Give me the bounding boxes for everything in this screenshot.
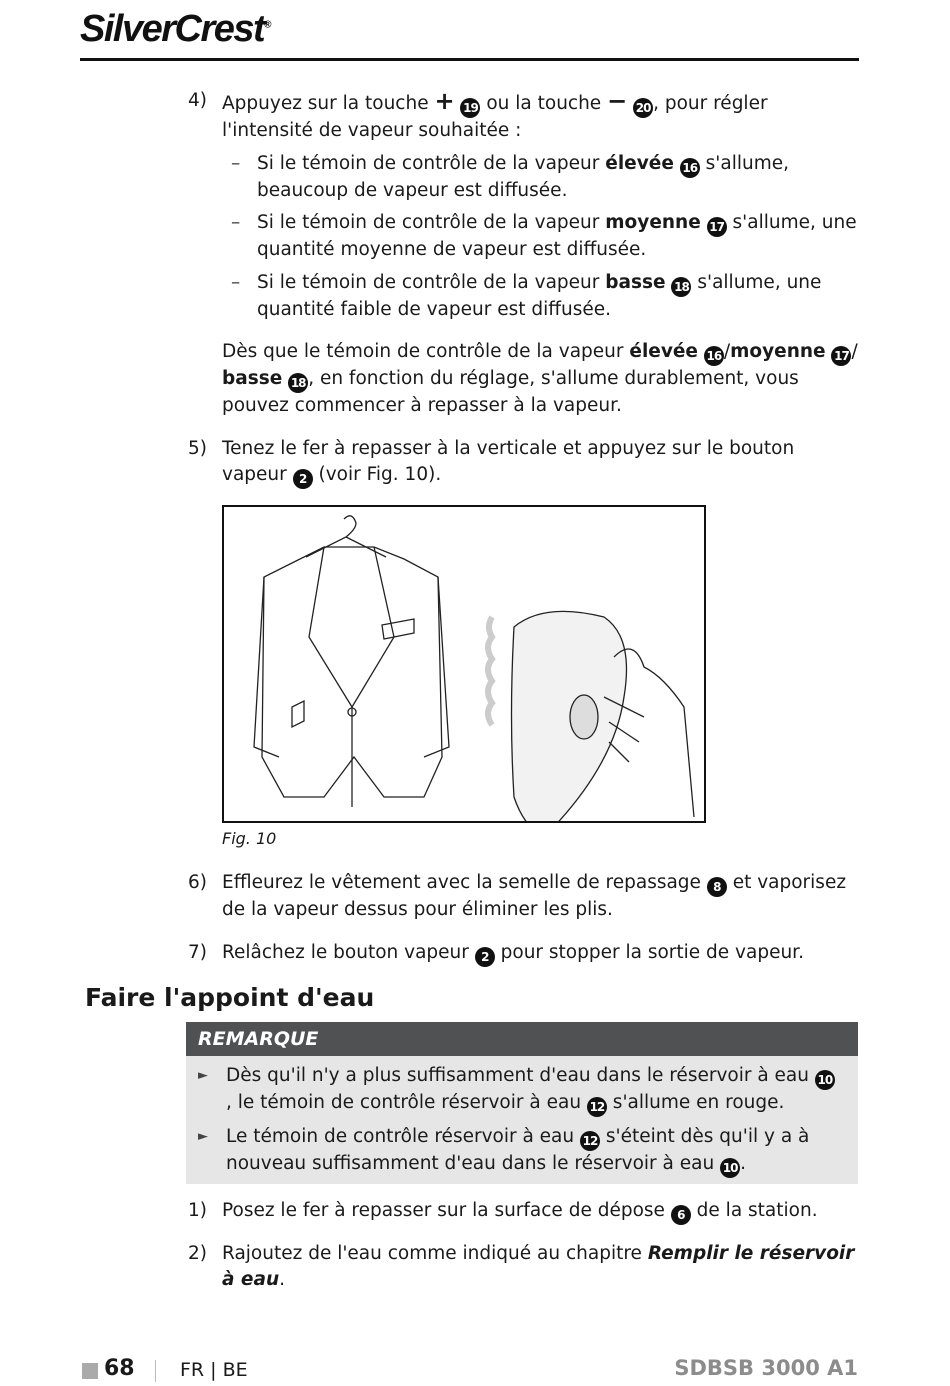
sub-item — [222, 151, 862, 205]
text-segment: s'allume, une quantité faible de vapeur est diffusée. — [257, 271, 822, 320]
text-segment: Remplir le réservoir à eau — [222, 1242, 855, 1290]
step-number: 5) — [188, 437, 207, 459]
text-segment — [674, 153, 680, 174]
dash-bullet: – — [231, 271, 241, 293]
numbered-step — [0, 1241, 862, 1294]
key-symbol-icon: − — [607, 87, 628, 115]
text-segment: . — [740, 1152, 746, 1174]
text-segment: Relâchez le bouton vapeur — [222, 941, 475, 963]
numbered-step — [0, 870, 862, 924]
part-number-badge: 16 — [704, 346, 724, 366]
model-number: SDBSB 3000 A1 — [674, 1356, 858, 1380]
part-number-badge: 8 — [707, 877, 727, 897]
text-segment: (voir Fig. 10). — [312, 464, 442, 485]
remarque-box — [186, 1022, 858, 1184]
text-segment: élevée — [605, 152, 674, 174]
text-segment: élevée — [629, 341, 698, 362]
text-segment: s'allume, beaucoup de vapeur est diffusée. — [257, 152, 789, 201]
text-segment: Si le témoin de contrôle de la vapeur — [257, 152, 606, 174]
part-number-badge: 17 — [707, 217, 727, 237]
text-segment: s'allume en rouge. — [606, 1091, 785, 1113]
key-symbol-icon: + — [434, 87, 455, 115]
step-number: 2) — [188, 1242, 207, 1264]
step-number: 4) — [188, 90, 207, 111]
page-number: 68 — [104, 1356, 135, 1381]
text-segment: , le témoin de contrôle réservoir à eau — [226, 1091, 587, 1113]
text-segment: Appuyez sur la touche — [222, 93, 435, 114]
step-number: 1) — [188, 1199, 207, 1221]
text-segment — [282, 368, 288, 389]
text-segment: . — [279, 1269, 286, 1290]
text-segment: ou la touche — [480, 93, 608, 114]
part-number-badge: 12 — [580, 1131, 600, 1151]
part-number-badge: 18 — [671, 277, 691, 297]
text-segment: de la station. — [690, 1199, 818, 1221]
remarque-title: REMARQUE — [186, 1022, 858, 1056]
part-number-badge: 10 — [815, 1070, 835, 1090]
part-number-badge: 17 — [831, 346, 851, 366]
remarque-item — [186, 1063, 858, 1117]
step-number: 7) — [188, 941, 207, 963]
text-segment: moyenne — [605, 212, 701, 233]
text-segment: pour stopper la sortie de vapeur. — [494, 941, 804, 963]
text-segment: basse — [222, 368, 283, 389]
numbered-step — [0, 1198, 862, 1225]
dash-bullet: – — [231, 212, 241, 233]
text-segment: Le témoin de contrôle réservoir à eau — [226, 1125, 581, 1147]
text-segment: Posez le fer à repasser sur la surface de dépose — [222, 1199, 671, 1221]
page-footer — [82, 1356, 858, 1386]
text-segment: / — [723, 341, 731, 362]
step-number: 6) — [188, 872, 207, 893]
step-paragraph — [222, 339, 862, 420]
text-segment: / — [851, 341, 858, 362]
part-number-badge: 20 — [633, 98, 653, 118]
text-segment: et vaporisez de la vapeur dessus pour éliminer les plis. — [222, 872, 847, 920]
text-segment: Si le témoin de contrôle de la vapeur — [257, 212, 606, 233]
jacket-and-iron-illustration — [224, 507, 704, 821]
page-content — [0, 88, 950, 1310]
text-segment: , pour régler l'intensité de vapeur souhaitée : — [222, 93, 768, 141]
part-number-badge: 12 — [587, 1097, 607, 1117]
text-segment: Rajoutez de l'eau comme indiqué au chapitre — [222, 1242, 648, 1264]
part-number-badge: 10 — [720, 1158, 740, 1178]
header-rule — [80, 58, 859, 61]
text-segment: s'éteint dès qu'il y a à nouveau suffisamment d'eau dans le réservoir à eau — [226, 1125, 810, 1174]
numbered-step — [0, 88, 862, 420]
text-segment: basse — [605, 271, 666, 293]
sub-item — [222, 270, 862, 324]
text-segment: Tenez le fer à repasser à la verticale et appuyez sur le bouton vapeur — [222, 437, 795, 485]
brand-logo: SilverCrest® — [80, 8, 271, 50]
numbered-step — [0, 436, 862, 490]
part-number-badge: 16 — [680, 158, 700, 178]
triangle-bullet-icon: ► — [198, 1128, 208, 1144]
numbered-step — [0, 940, 862, 967]
part-number-badge: 6 — [671, 1205, 691, 1225]
text-segment — [698, 341, 704, 362]
part-number-badge: 2 — [475, 947, 495, 967]
page-marker — [82, 1363, 98, 1379]
text-segment: Si le témoin de contrôle de la vapeur — [257, 271, 606, 293]
text-segment — [701, 212, 707, 233]
text-segment: moyenne — [730, 341, 826, 362]
footer-divider — [155, 1360, 156, 1382]
text-segment: s'allume, une quantité moyenne de vapeur est diffusée. — [257, 212, 857, 260]
text-segment: , en fonction du réglage, s'allume durablement, vous pouvez commencer à repasser à la vapeur. — [222, 368, 799, 416]
sub-item — [222, 210, 862, 264]
text-segment — [627, 93, 633, 114]
section-title: Faire l'appoint d'eau — [85, 982, 375, 1012]
figure-caption: Fig. 10 — [222, 829, 277, 848]
figure-10 — [222, 505, 706, 823]
text-segment: Effleurez le vêtement avec la semelle de repassage — [222, 872, 707, 893]
part-number-badge: 18 — [288, 373, 308, 393]
text-segment: Dès qu'il n'y a plus suffisamment d'eau dans le réservoir à eau — [226, 1064, 815, 1086]
text-segment: Dès que le témoin de contrôle de la vapeur — [222, 341, 630, 362]
triangle-bullet-icon: ► — [198, 1067, 208, 1083]
part-number-badge: 2 — [293, 469, 313, 489]
dash-bullet: – — [231, 152, 241, 174]
language-codes: FR | BE — [180, 1359, 248, 1381]
remarque-item — [186, 1124, 858, 1178]
part-number-badge: 19 — [460, 98, 480, 118]
